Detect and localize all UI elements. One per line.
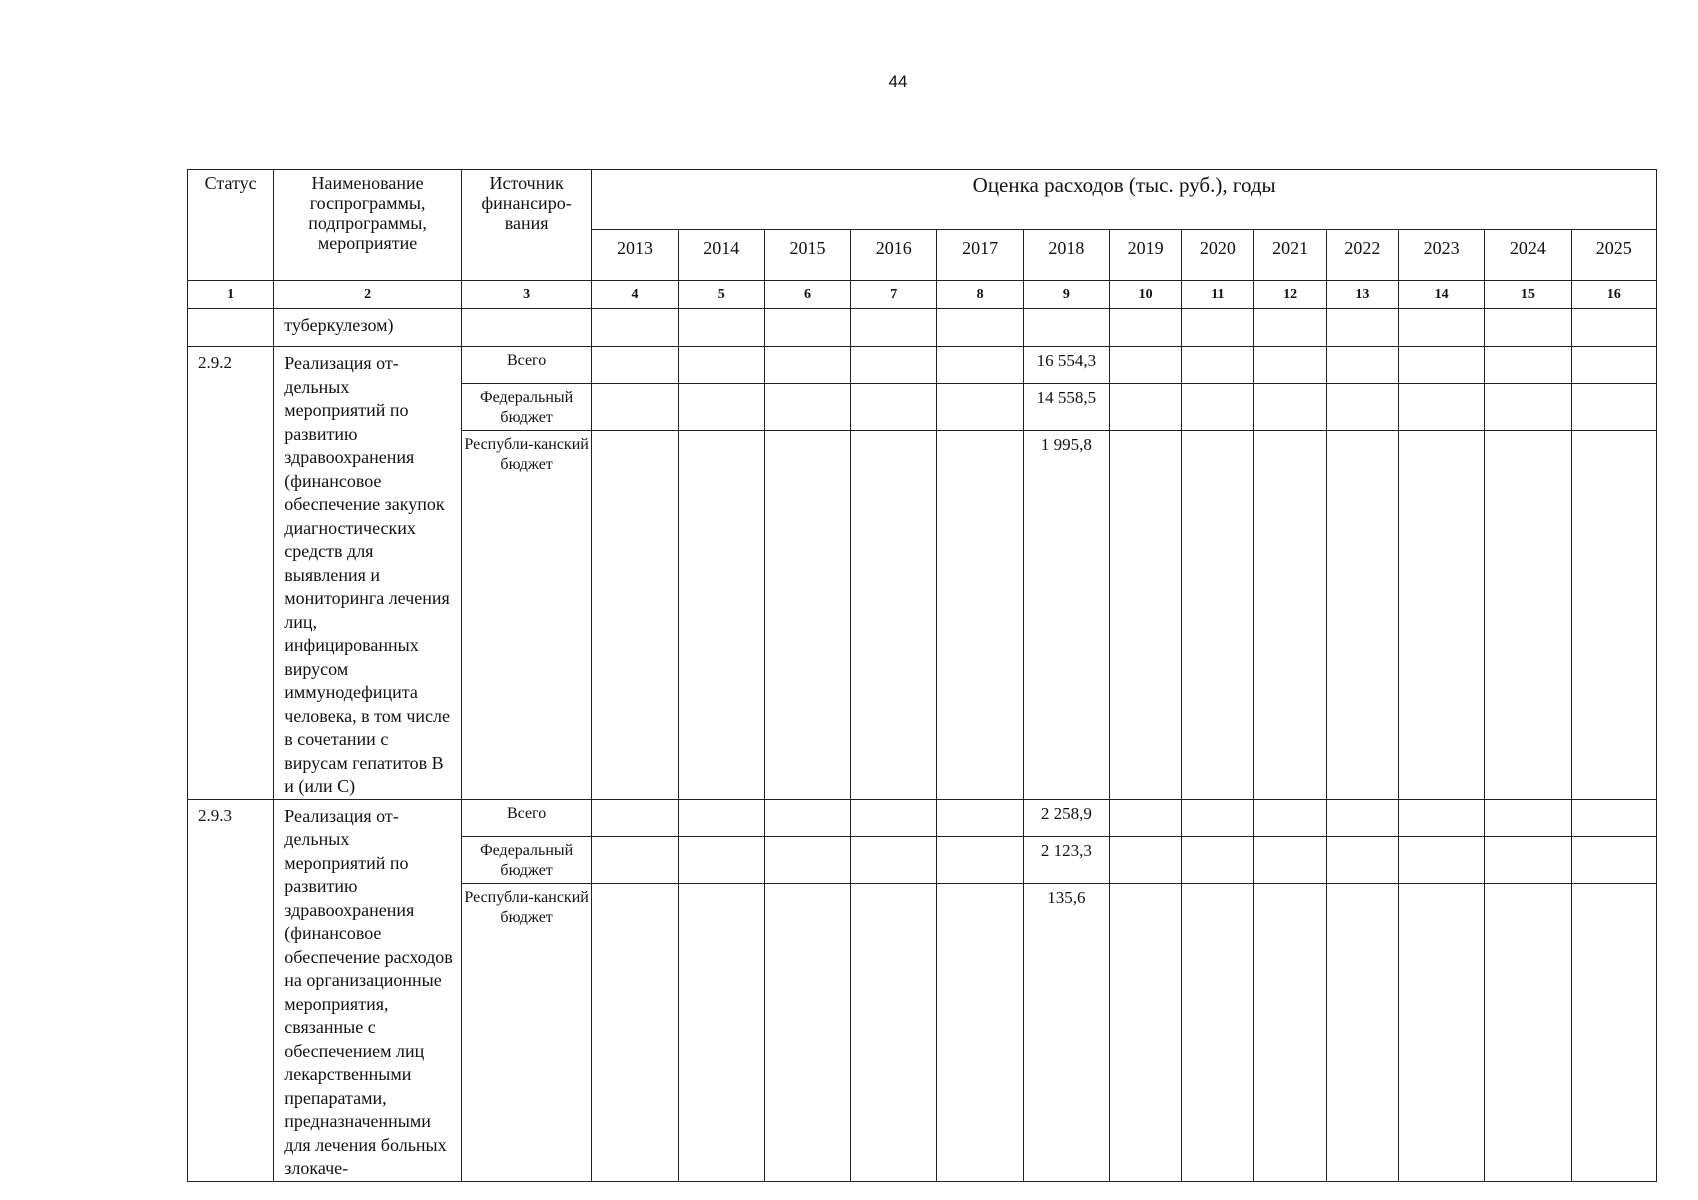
- column-number: 16: [1571, 281, 1657, 309]
- header-year: 2013: [592, 230, 678, 281]
- header-year: 2019: [1110, 230, 1182, 281]
- header-status: Статус: [188, 170, 274, 281]
- header-year: 2014: [678, 230, 764, 281]
- continuation-text: туберкулезом): [274, 309, 462, 347]
- column-number: 10: [1110, 281, 1182, 309]
- value-2018: 2 258,9: [1023, 799, 1109, 836]
- source-label: Республи-канский бюджет: [461, 883, 591, 1181]
- source-label: Всего: [461, 347, 591, 384]
- row-name: Реализация от-дельных мероприятий по развитию здравоохранения (финансовое обеспечение закупок диагностических средств для выявления и мониторинга лечения лиц, инфицированных вирусом иммунодефицита человека, в том числе в сочетании с вирусам гепатитов В и (или С): [274, 347, 462, 800]
- column-number: 8: [937, 281, 1023, 309]
- column-number: 3: [461, 281, 591, 309]
- table-row: [188, 309, 1657, 347]
- row-name: Реализация от-дельных мероприятий по развитию здравоохранения (финансовое обеспечение расходов на организационные мероприятия, связанные с обеспечением лиц лекарственными препаратами, предназначенными для лечения больных злокаче-: [274, 799, 462, 1181]
- value-2018: 1 995,8: [1023, 431, 1109, 800]
- row-status: 2.9.2: [188, 347, 274, 800]
- column-number: 1: [188, 281, 274, 309]
- value-2018: 14 558,5: [1023, 384, 1109, 431]
- header-year: 2022: [1326, 230, 1398, 281]
- header-year: 2016: [851, 230, 937, 281]
- value-2018: 135,6: [1023, 883, 1109, 1181]
- column-number: 12: [1254, 281, 1326, 309]
- header-year: 2025: [1571, 230, 1657, 281]
- column-number: 7: [851, 281, 937, 309]
- header-year: 2017: [937, 230, 1023, 281]
- header-year: 2024: [1485, 230, 1571, 281]
- column-number: 4: [592, 281, 678, 309]
- column-number: 13: [1326, 281, 1398, 309]
- header-name: Наименование госпрограммы, подпрограммы, мероприятие: [274, 170, 462, 281]
- source-label: Республи-канский бюджет: [461, 431, 591, 800]
- header-source: Источник финансиро-вания: [461, 170, 591, 281]
- source-label: Федеральный бюджет: [461, 836, 591, 883]
- column-number: 11: [1182, 281, 1254, 309]
- column-number: 14: [1398, 281, 1484, 309]
- source-label: Федеральный бюджет: [461, 384, 591, 431]
- header-year: 2018: [1023, 230, 1109, 281]
- column-number: 2: [274, 281, 462, 309]
- column-number: 5: [678, 281, 764, 309]
- column-number: 15: [1485, 281, 1571, 309]
- expenditure-table: [187, 169, 1657, 1182]
- table-row: [188, 799, 1657, 836]
- source-label: Всего: [461, 799, 591, 836]
- table-row: [188, 347, 1657, 384]
- header-year: 2021: [1254, 230, 1326, 281]
- column-number: 6: [764, 281, 850, 309]
- page-number: 44: [888, 72, 908, 91]
- column-number: 9: [1023, 281, 1109, 309]
- value-2018: 2 123,3: [1023, 836, 1109, 883]
- header-year: 2020: [1182, 230, 1254, 281]
- row-status: 2.9.3: [188, 799, 274, 1181]
- header-estimate: Оценка расходов (тыс. руб.), годы: [592, 170, 1657, 230]
- value-2018: 16 554,3: [1023, 347, 1109, 384]
- header-year: 2023: [1398, 230, 1484, 281]
- header-year: 2015: [764, 230, 850, 281]
